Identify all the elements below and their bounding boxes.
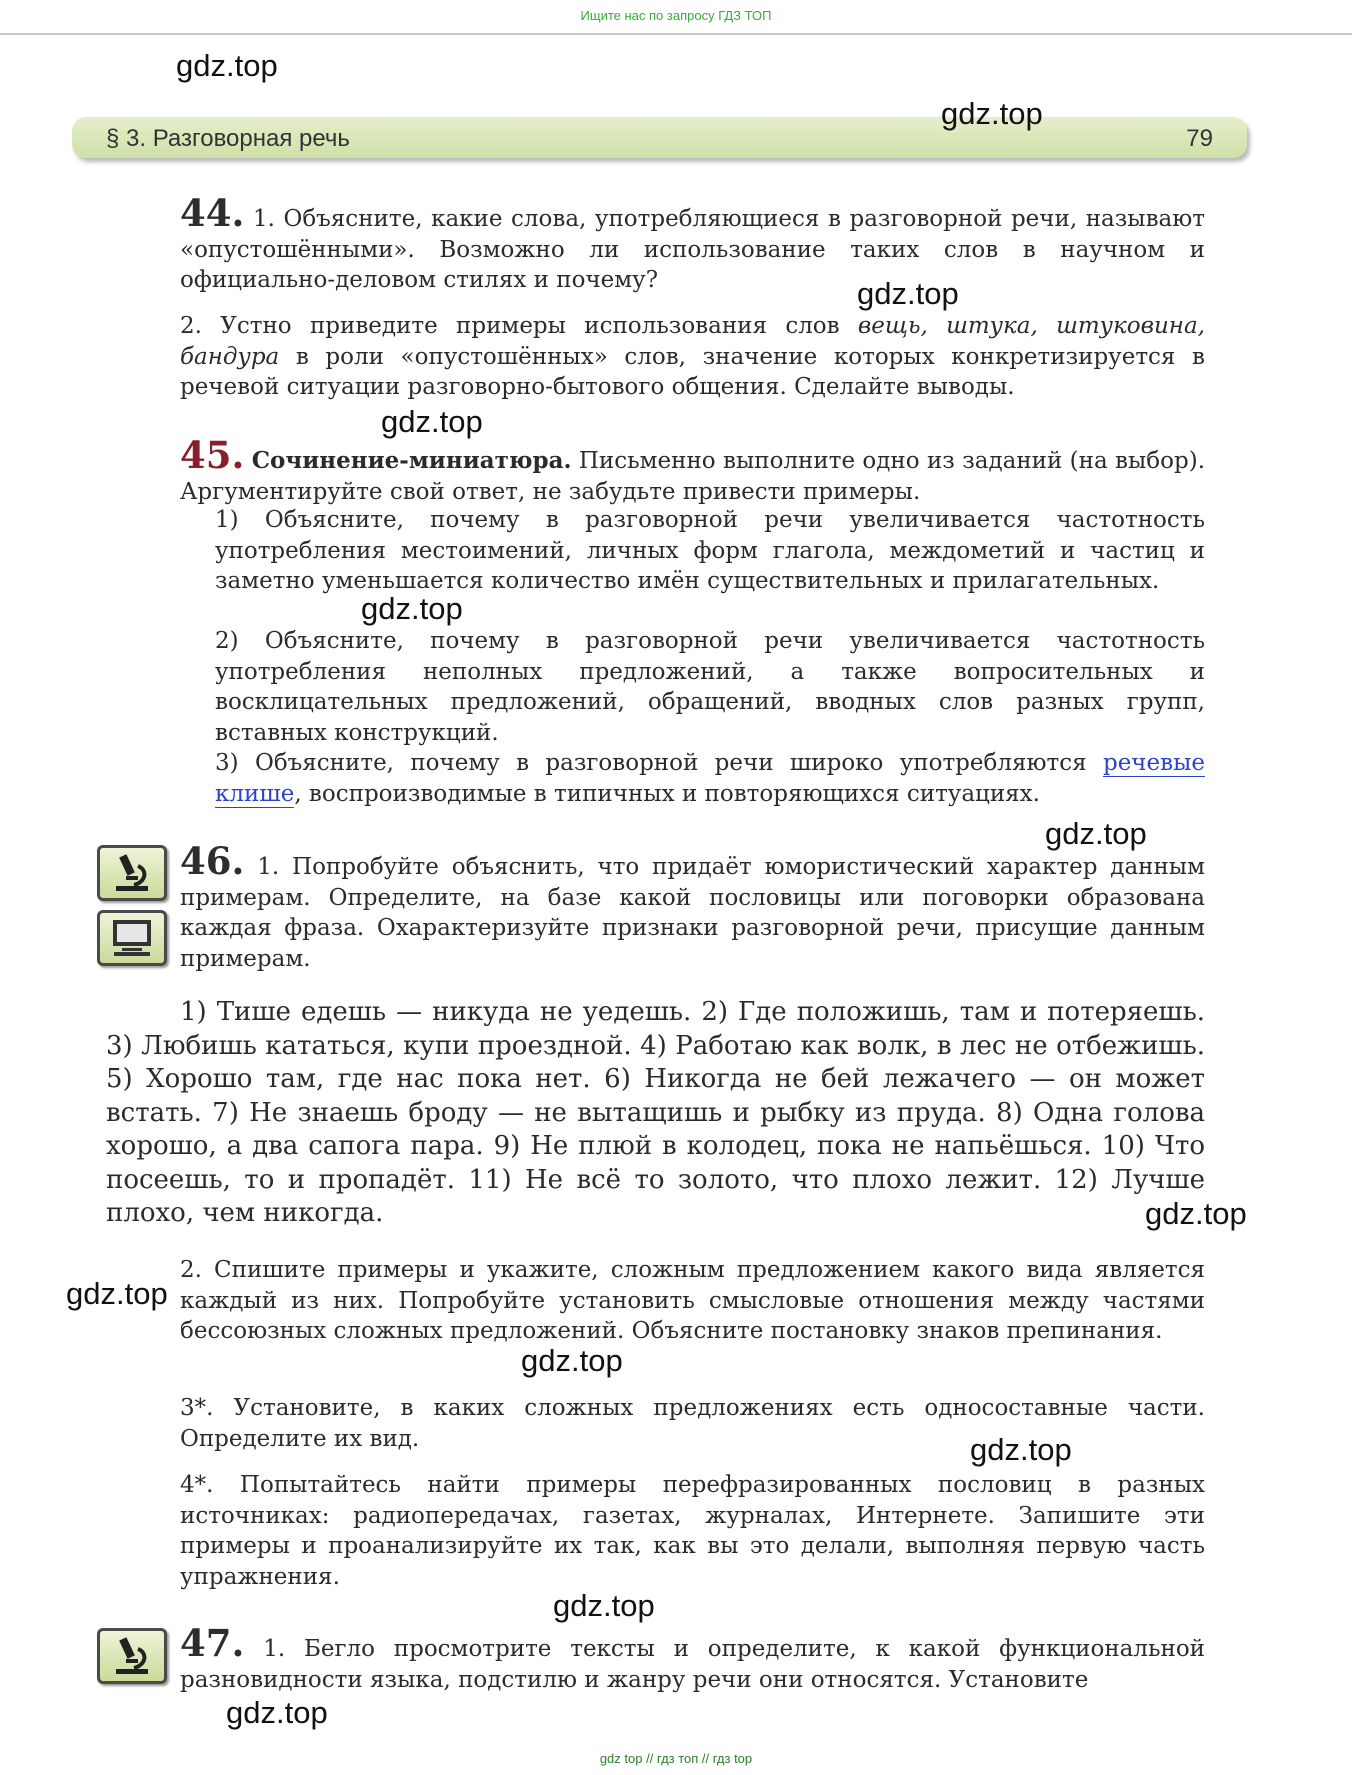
watermark: gdz.top (941, 96, 1043, 131)
exercise-text: в роли «опустошённых» слов, значение которых конкретизируется в речевой ситуации разговорно-бытового общения. Сделайте выводы. (180, 343, 1205, 400)
exercise-44-part-1 (180, 191, 1205, 296)
watermark: gdz.top (521, 1343, 623, 1378)
italic-words: вещь, штука, штуковина, бандура (180, 313, 1205, 370)
exercise-number: 45. (180, 433, 245, 477)
rechevye-klishe-link[interactable]: речевые клише (215, 750, 1205, 807)
watermark: gdz.top (1145, 1196, 1247, 1231)
exercise-text: 3) Объясните, почему в разговорной речи широко употребляются (215, 750, 1103, 776)
exercise-45-intro (180, 433, 1206, 507)
exercise-text: , воспроизводимые в типичных и повторяющихся ситуациях. (294, 780, 1040, 807)
section-header (72, 117, 1247, 158)
exercise-45-task-3 (215, 748, 1205, 809)
exercise-text: 1. Бегло просмотрите тексты и определите, к какой функциональной разновидности языка, подстилю и жанру речи они относятся. Установите (180, 1636, 1205, 1693)
exercise-number: 44. (180, 191, 245, 235)
microscope-icon (97, 845, 167, 901)
exercise-text: 2. Устно приведите примеры использования слов (180, 313, 858, 339)
section-title: § 3. Разговорная речь (106, 125, 350, 152)
watermark: gdz.top (66, 1276, 168, 1311)
exercise-46-part-3: 3*. Установите, в каких сложных предложениях есть односоставные части. Определите их вид. (180, 1395, 1205, 1452)
watermark: gdz.top (1045, 816, 1147, 851)
top-banner (0, 0, 1352, 35)
watermark: gdz.top (970, 1432, 1072, 1467)
computer-icon (97, 910, 167, 966)
footer-links[interactable]: gdz top // гдз топ // гдз top (599, 1751, 753, 1766)
exercise-46-part-2: 2. Спишите примеры и укажите, сложным предложением какого вида является каждый из них. Попробуйте установить смысловые отношения между частями бессоюзных сложных предложений. Объясните постановку знаков препинания. (180, 1257, 1205, 1344)
watermark: gdz.top (226, 1695, 328, 1730)
exercise-number: 46. (180, 839, 245, 883)
exercise-45-task-2: 2) Объясните, почему в разговорной речи увеличивается частотность употребления неполных предложений, а также вопросительных и восклицательных предложений, обращений, вводных слов разных групп, вставных конструкций. (215, 628, 1205, 746)
watermark: gdz.top (857, 276, 959, 311)
watermark: gdz.top (381, 404, 483, 439)
exercise-text: 1. Попробуйте объяснить, что придаёт юмористический характер данным примерам. Определите, на базе какой пословицы или поговорки образована каждая фраза. Охарактеризуйте признаки разговорной речи, присущие данным примерам. (180, 854, 1206, 972)
exercise-text: 1. Объясните, какие слова, употребляющиеся в разговорной речи, называют «опустошёнными». Возможно ли использование таких слов в научном и официально-деловом стилях и почему? (180, 206, 1205, 293)
top-banner-text: Ищите нас по запросу ГДЗ ТОП (580, 8, 772, 23)
exercise-46-examples: 1) Тише едешь — никуда не уедешь. 2) Где положишь, там и потеряешь. 3) Любишь кататься, купи проездной. 4) Работаю как волк, в лес не отбежишь. 5) Хорошо там, где нас пока нет. 6) Никогда не бей лежачего — он может встать. 7) Не знаешь броду — не вытащишь и рыбку из пруда. 8) Одна голова хорошо, а два сапога пара. 9) Не плюй в колодец, пока не напьёшься. 10) Что посеешь, то и пропадёт. 11) Не всё то золото, что плохо лежит. 12) Лучше плохо, чем никогда. (106, 997, 1205, 1228)
exercise-44-part-2 (180, 311, 1205, 403)
exercise-45-task-1: 1) Объясните, почему в разговорной речи увеличивается частотность употребления местоимений, личных форм глагола, междометий и частиц и заметно уменьшается количество имён существительных и прилагательных. (215, 507, 1205, 594)
microscope-icon (97, 1628, 167, 1684)
watermark: gdz.top (361, 591, 463, 626)
exercise-heading: Сочинение-миниатюра. (251, 447, 572, 474)
exercise-text: Письменно выполните одно из заданий (на выбор). Аргументируйте свой ответ, не забудьте привести примеры. (180, 448, 1206, 505)
exercise-47-part-1 (180, 1621, 1205, 1695)
exercise-number: 47. (180, 1621, 245, 1665)
watermark: gdz.top (176, 48, 278, 83)
watermark: gdz.top (553, 1588, 655, 1623)
page-number: 79 (1186, 125, 1213, 152)
exercise-46-part-1 (180, 839, 1206, 974)
exercise-46-part-4: 4*. Попытайтесь найти примеры перефразированных пословиц в разных источниках: радиопередачах, газетах, журналах, Интернете. Запишите эти примеры и проанализируйте их так, как вы это делали, выполняя первую часть упражнения. (180, 1472, 1205, 1590)
